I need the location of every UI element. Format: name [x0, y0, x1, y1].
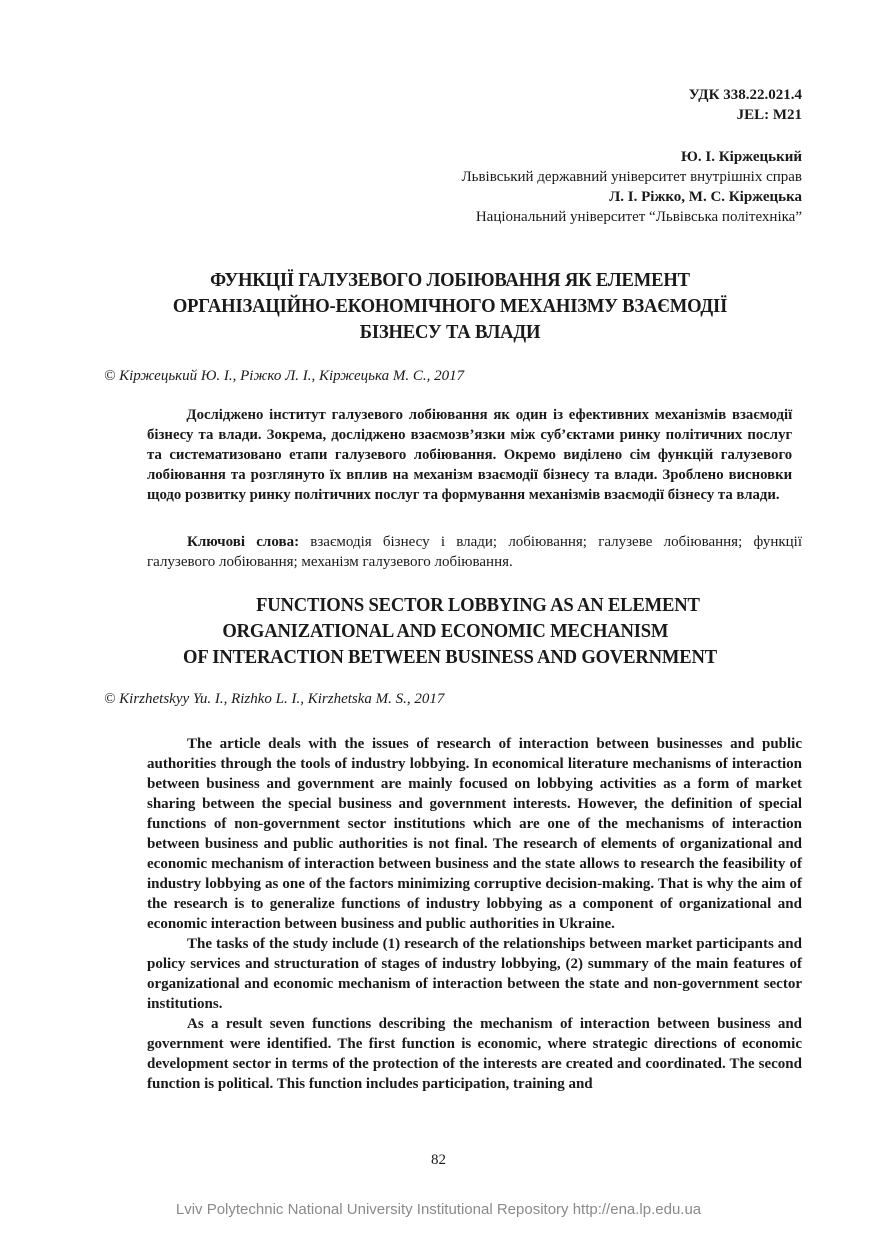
- page-number: 82: [431, 1152, 446, 1168]
- abstract-paragraph: As a result seven functions describing the mechanism of interaction between business and government were identified. The first function is economic, where strategic directions of economic development sector in terms of the protection of the interests are created and coordinated. The second function is political. This function includes participation, training and: [147, 1016, 802, 1092]
- jel-code: JEL: M21: [736, 107, 802, 123]
- abstract-paragraph: The tasks of the study include (1) research of the relationships between market participants and policy services and structuration of stages of industry lobbying, (2) summary of the main features of organizational and economic mechanism of interaction between the state and non-government sector institutions.: [147, 936, 802, 1012]
- author-names: Ю. І. Кіржецький: [681, 149, 802, 165]
- keywords-ukrainian: [147, 532, 802, 572]
- title-line: FUNCTIONS SECTOR LOBBYING AS AN ELEMENT: [256, 594, 700, 616]
- title-ukrainian: [125, 267, 776, 345]
- abstract-paragraph: The article deals with the issues of research of interaction between businesses and public authorities through the tools of industry lobbying. In economical literature mechanisms of interaction between business and government are mainly focused on lobbying activities as a form of market sharing between the special business and government interests. However, the definition of special functions of non-government sector institutions which are one of the mechanisms of interaction between business and public authorities is not final. The research of elements of organizational and economic mechanism of interaction between business and the state allows to research the feasibility of industry lobbying as one of the factors minimizing corruptive decision-making. That is why the aim of the research is to generalize functions of industry lobbying as a component of organizational and economic interaction between business and public authorities in Ukraine.: [147, 736, 802, 932]
- abstract-paragraph: Досліджено інститут галузевого лобіювання як один із ефективних механізмів взаємодії бізнесу та влади. Зокрема, досліджено взаємозв’язки між суб’єктами ринку політичних послуг та систематизовано етапи галузевого лобіювання. Окремо виділено сім функцій галузевого лобіювання та розглянуто їх вплив на механізм взаємодії бізнесу та влади. Зроблено висновки щодо розвитку ринку політичних послуг та формування механізмів взаємодії бізнесу та влади.: [147, 407, 793, 503]
- abstract-ukrainian: [147, 405, 792, 505]
- keywords-label: Ключові слова:: [187, 534, 300, 550]
- author-affiliation: Національний університет “Львівська політехніка”: [475, 209, 802, 225]
- udc-code: УДК 338.22.021.4: [688, 87, 802, 103]
- title-line: БІЗНЕСУ ТА ВЛАДИ: [359, 321, 541, 343]
- title-english: [125, 592, 776, 670]
- author-names: Л. І. Ріжко, М. С. Кіржецька: [609, 189, 802, 205]
- abstract-english: [147, 734, 802, 1094]
- title-line: ОРГАНІЗАЦІЙНО-ЕКОНОМІЧНОГО МЕХАНІЗМУ ВЗАЄМОДІЇ: [172, 295, 728, 317]
- classification-codes: [689, 85, 802, 125]
- title-line: OF INTERACTION BETWEEN BUSINESS AND GOVERNMENT: [183, 646, 717, 668]
- copyright-ukrainian: © Кіржецький Ю. І., Ріжко Л. І., Кіржецька М. С., 2017: [104, 368, 465, 384]
- title-line: ORGANIZATIONAL AND ECONOMIC MECHANISM: [222, 620, 669, 642]
- title-line: ФУНКЦІЇ ГАЛУЗЕВОГО ЛОБІЮВАННЯ ЯК ЕЛЕМЕНТ: [210, 269, 690, 291]
- author-affiliation: Львівський державний університет внутрішніх справ: [461, 169, 802, 185]
- copyright-english: © Kirzhetskyy Yu. I., Rizhko L. I., Kirzhetska M. S., 2017: [104, 691, 445, 707]
- authors-block: [461, 147, 802, 227]
- keywords-text: взаємодія бізнесу і влади; лобіювання; галузеве лобіювання; функції галузевого лобіювання; механізм галузевого лобіювання.: [147, 534, 802, 570]
- repository-footer: Lviv Polytechnic National University Institutional Repository http://ena.lp.edu.ua: [175, 1201, 702, 1218]
